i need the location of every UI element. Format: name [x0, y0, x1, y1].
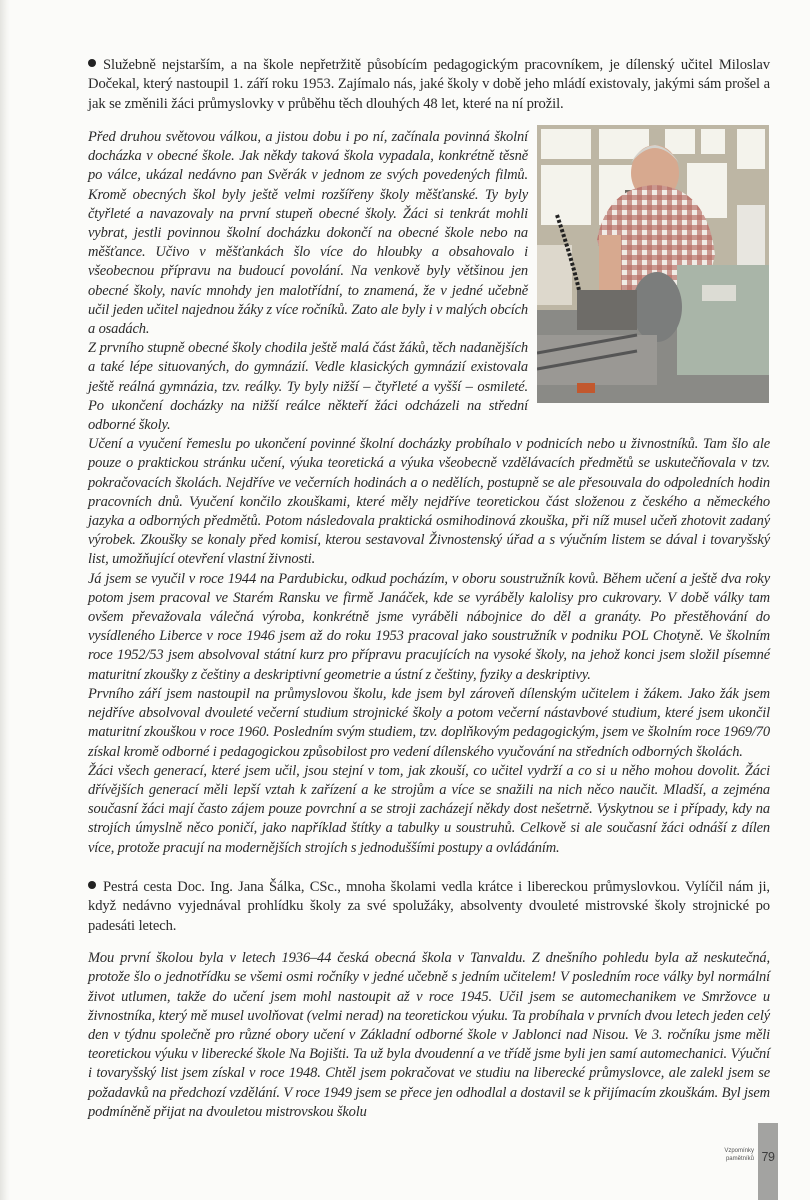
section-label-line2: pamětníků — [725, 1155, 754, 1162]
bullet-icon — [88, 881, 96, 889]
page-content — [88, 56, 770, 1120]
section1-full-width — [88, 435, 770, 857]
section1-intro — [88, 56, 770, 114]
paragraph: Z prvního stupně obecné školy chodila ještě malá část žáků, těch nadanějších a také lépe situovaných, do gymnázií. Vedle klasických gymnázií existovala ještě reálná gymnázia, tzv. reálky. Ty byly nižší – čtyřleté a vyšší – osmileté. Po ukončení docházky na nižší reálce někteří žáci odcházeli na střední odborné školy. — [88, 340, 528, 434]
section1-narrow-column — [88, 128, 528, 435]
section2-quote — [88, 949, 770, 1122]
bullet-icon — [88, 59, 96, 67]
photo-illustration — [537, 125, 769, 403]
section2-intro-text: Pestrá cesta Doc. Ing. Jana Šálka, CSc., mnoha školami vedla krátce i libereckou průmyslovkou. Vylíčil nám ji, když nedávno vyjednával prohlídku školy za své spolužáky, absolventy dvouleté mistrovské školy strojnické po padesáti letech. — [88, 879, 770, 934]
paragraph: Mou první školou byla v letech 1936–44 česká obecná škola v Tanvaldu. Z dnešního pohledu byla až neskutečná, protože šlo o jednotřídku se všemi osmi ročníky v jedné učebně s jedním učitelem! V posledním roce války byl normální život utlumen, takže do učení jsem mohl nastoupit až v roce 1945. Učil jsem se automechanikem ve Smržovce u živnostníka, který mě musel uvolňovat (velmi nerad) na teoretickou výuku. Ta probíhala v prvních dvou letech jeden celý den v týdnu společně pro různé obory učení v Základní odborné škole v Jablonci nad Nisou. Ve 3. ročníku jsme měli teoretickou výuku v liberecké škole Na Bojišti. Ta už byla dvoudenní a ve třídě jsme byli jen samí automechanici. Výuční i tovaryšský list jsem získal v roce 1948. Chtěl jsem pokračovat ve studiu na liberecké průmyslovce, ale zalekl jsem se požadavků na předchozí vzdělání. V roce 1949 jsem se přece jen odhodlal a dostavil se k přijímacím zkouškám. Byl jsem podmíněně přijat na dvouletou mistrovskou školu — [88, 950, 770, 1120]
scan-shadow — [0, 0, 10, 1200]
section-label — [724, 1148, 754, 1163]
page-number: 79 — [761, 1150, 775, 1164]
section2 — [88, 878, 770, 1122]
section-label-line1: Vzpomínky — [724, 1148, 754, 1154]
paragraph: Učení a vyučení řemeslu po ukončení povinné školní docházky probíhalo v podnicích nebo u živnostníků. Tam šlo ale pouze o praktickou stránku učení, výuka teoretická a výuka všeobecně vzdělávacích předmětů se uskutečňovala v tzv. pokračovacích školách. Nejdříve ve večerních hodinách a o nedělích, postupně se ale přesouvala do odpoledních hodin pracovních dnů. Vyučení končilo zkouškami, které měly nejdříve teoretickou část složenou z českého a německého jazyka a odborných předmětů. Potom následovala praktická osmihodinová zkouška, při níž musel učeň zhotovit zadaný výrobek. Zkoušky se konaly před komisí, kterou sestavoval Živnostenský úřad a s výučním listem se dával i tovaryšský list, umožňující otevření vlastní živnosti. — [88, 436, 770, 568]
paragraph: Já jsem se vyučil v roce 1944 na Pardubicku, odkud pocházím, v oboru soustružník kovů. Během učení a ještě dva roky potom jsem pracoval ve Starém Ransku ve firmě Janáček, kde se vyráběly kalolisy pro cukrovary. V době války tam ovšem převažovala válečná výroba, konkrétně jsme vyráběli nábojnice do děl a granáty. Po přestěhování do vysídleného Liberce v roce 1946 jsem až do roku 1953 pracoval jako soustružník v podniku POL Chotyně. Ve školním roce 1952/53 jsem absolvoval státní kurz pro přípravu pracujících na vysoké školy, na jehož konci jsem složil písemné maturitní zkoušky z češtiny a deskriptivní geometrie a ústní z češtiny, fyziky a deskriptivy. — [88, 570, 770, 683]
workshop-photo — [537, 125, 769, 403]
paragraph: Žáci všech generací, které jsem učil, jsou stejní v tom, jak zkouší, co učitel vydrží a co si u něho mohou dovolit. Žáci dřívějších generací měli lepší vztah k zařízení a ke strojům a více se snažili na nich něco naučit. Mladší, a zejména současní žáci mají často zájem pouze povrchní a se stroji zacházejí někdy dost nešetrně. Vyskytnou se i případy, kdy na strojích úmyslně něco poničí, jako například štítky a tabulky u soustruhů. Celkově si ale současní žáci odnáší z dílen více, protože pracují na modernějších strojích s jednoduššími postupy a ovládáním. — [88, 762, 770, 856]
section2-intro — [88, 878, 770, 936]
section1-intro-text: Služebně nejstarším, a na škole nepřetržitě působícím pedagogickým pracovníkem, je dílenský učitel Miloslav Dočekal, který nastoupil 1. září roku 1953. Zajímalo nás, jaké školy v době jeho mládí existovaly, jakými sám prošel a jak se změnili žáci průmyslovky v průběhu těch dlouhých 48 let, které na ní prožil. — [88, 57, 770, 112]
paragraph: Prvního září jsem nastoupil na průmyslovou školu, kde jsem byl zároveň dílenským učitelem i žákem. Jako žák jsem nejdříve absolvoval dvouleté večerní studium strojnické školy a potom večerní nástavbové studium, které jsem ukončil maturitní zkouškou v roce 1960. Posledním svým studiem, tzv. doplňkovým pedagogickým, jsem ve školním roce 1969/70 získal kromě odborné i pedagogickou způsobilost pro vedení dílenského vyučování na středních odborných školách. — [88, 685, 770, 760]
paragraph: Před druhou světovou válkou, a jistou dobu i po ní, začínala povinná školní docházka v obecné škole. Jak někdy taková škola vypadala, konkrétně těsně po válce, ukázal nedávno pan Svěrák v jednom ze svých povedených filmů. Kromě obecných škol byly ještě velmi rozšířeny školy měšťanské. Ty byly čtyřleté a navazovaly na první stupeň obecné školy. Žáci si tenkrát mohli vybrat, jestli povinnou školní docházku dokončí na obecné škole nebo na měšťance. Učivo v měšťankách šlo více do hloubky a obsahovalo i všeobecnou přípravu na budoucí povolání. Na venkově byly většinou jen obecné školy, navíc mnohdy jen malotřídní, to znamená, že v jedné učebně učil jeden učitel najednou žáky z více ročníků. Zato ale byly i v malých obcích a osadách. — [88, 129, 528, 338]
